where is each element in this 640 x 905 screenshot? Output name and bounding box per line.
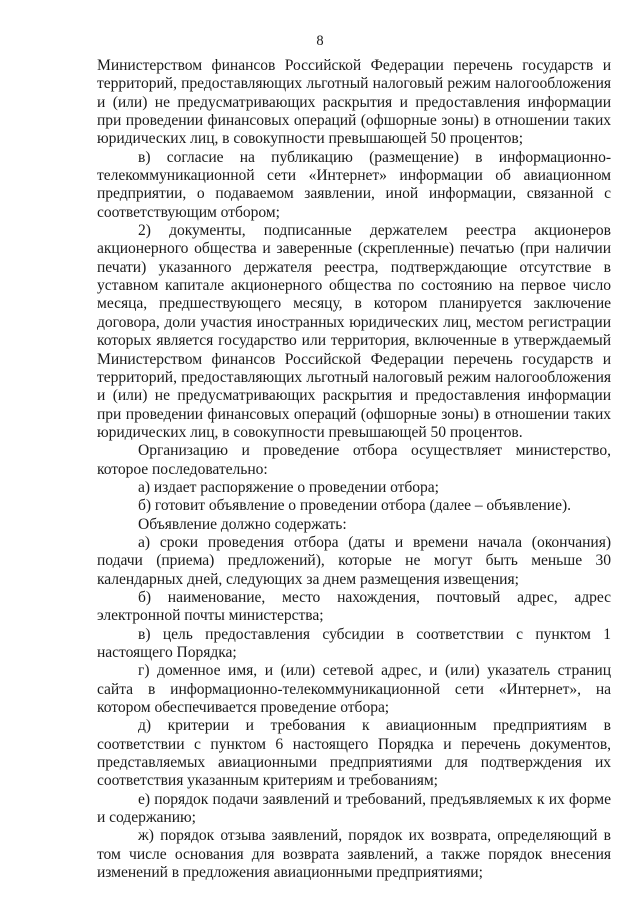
- list-item-withdrawal-procedure: ж) порядок отзыва заявлений, порядок их возврата, определяющий в том числе основания для возврата заявлений, а также порядок внесения изменений в предложения авиационными предприятиями;: [97, 827, 611, 882]
- paragraph-offshore-continuation: Министерством финансов Российской Федерации перечень государств и территорий, предоставляющих льготный налоговый режим налогообложения и (или) не предусматривающих раскрытия и предоставления информации при проведении финансовых операций (офшорные зоны) в отношении таких юридических лиц, в совокупности превышающей 50 процентов;: [97, 57, 611, 148]
- list-item-website: г) доменное имя, и (или) сетевой адрес, и (или) указатель страниц сайта в информационно-телекоммуникационной сети «Интернет», на котором обеспечивается проведение отбора;: [97, 662, 611, 717]
- list-item-submission-procedure: е) порядок подачи заявлений и требований, предъявляемых к их форме и содержанию;: [97, 790, 611, 827]
- list-item-prepare-announcement: б) готовит объявление о проведении отбора (далее – объявление).: [138, 497, 571, 515]
- list-item-order-issue: а) издает распоряжение о проведении отбора;: [138, 478, 439, 496]
- paragraph-registry-documents: 2) документы, подписанные держателем реестра акционеров акционерного общества и заверенные (скрепленные) печатью (при наличии печати) указанного держателя реестра, подтверждающие отсутствие в уставном капитале акционерного общества по состоянию на первое число месяца, предшествующего месяцу, в котором планируется заключение договора, доли участия иностранных юридических лиц, местом регистрации которых является государство или территория, включенные в утверждаемый Министерством финансов Российской Федерации перечень государств и территорий, предоставляющих льготный налоговый режим налогообложения и (или) не предусматривающих раскрытия и предоставления информации при проведении финансовых операций (офшорные зоны) в отношении таких юридических лиц, в совокупности превышающей 50 процентов.: [97, 222, 611, 441]
- document-body: [97, 57, 611, 882]
- paragraph-consent-publication: в) согласие на публикацию (размещение) в информационно-телекоммуникационной сети «Интернет» информации об авиационном предприятии, о подаваемом заявлении, иной информации, связанной с соответствующим отбором;: [97, 148, 611, 221]
- list-item-selection-dates: а) сроки проведения отбора (даты и времени начала (окончания) подачи (приема) предложений), которые не могут быть меньше 30 календарных дней, следующих за днем размещения извещения;: [97, 533, 611, 588]
- list-item-ministry-address: б) наименование, место нахождения, почтовый адрес, адрес электронной почты министерства;: [97, 588, 611, 625]
- paragraph-selection-organization: Организацию и проведение отбора осуществляет министерство, которое последовательно:: [97, 442, 611, 478]
- list-item-criteria-requirements: д) критерии и требования к авиационным предприятиям в соответствии с пунктом 6 настоящего Порядка и перечень документов, представляемых авиационными предприятиями для подтверждения их соответствия указанным критериям и требованиям;: [97, 717, 611, 790]
- page-number: 8: [316, 33, 324, 49]
- paragraph-announcement-contents: Объявление должно содержать:: [138, 515, 347, 533]
- list-item-subsidy-purpose: в) цель предоставления субсидии в соответствии с пунктом 1 настоящего Порядка;: [97, 625, 611, 661]
